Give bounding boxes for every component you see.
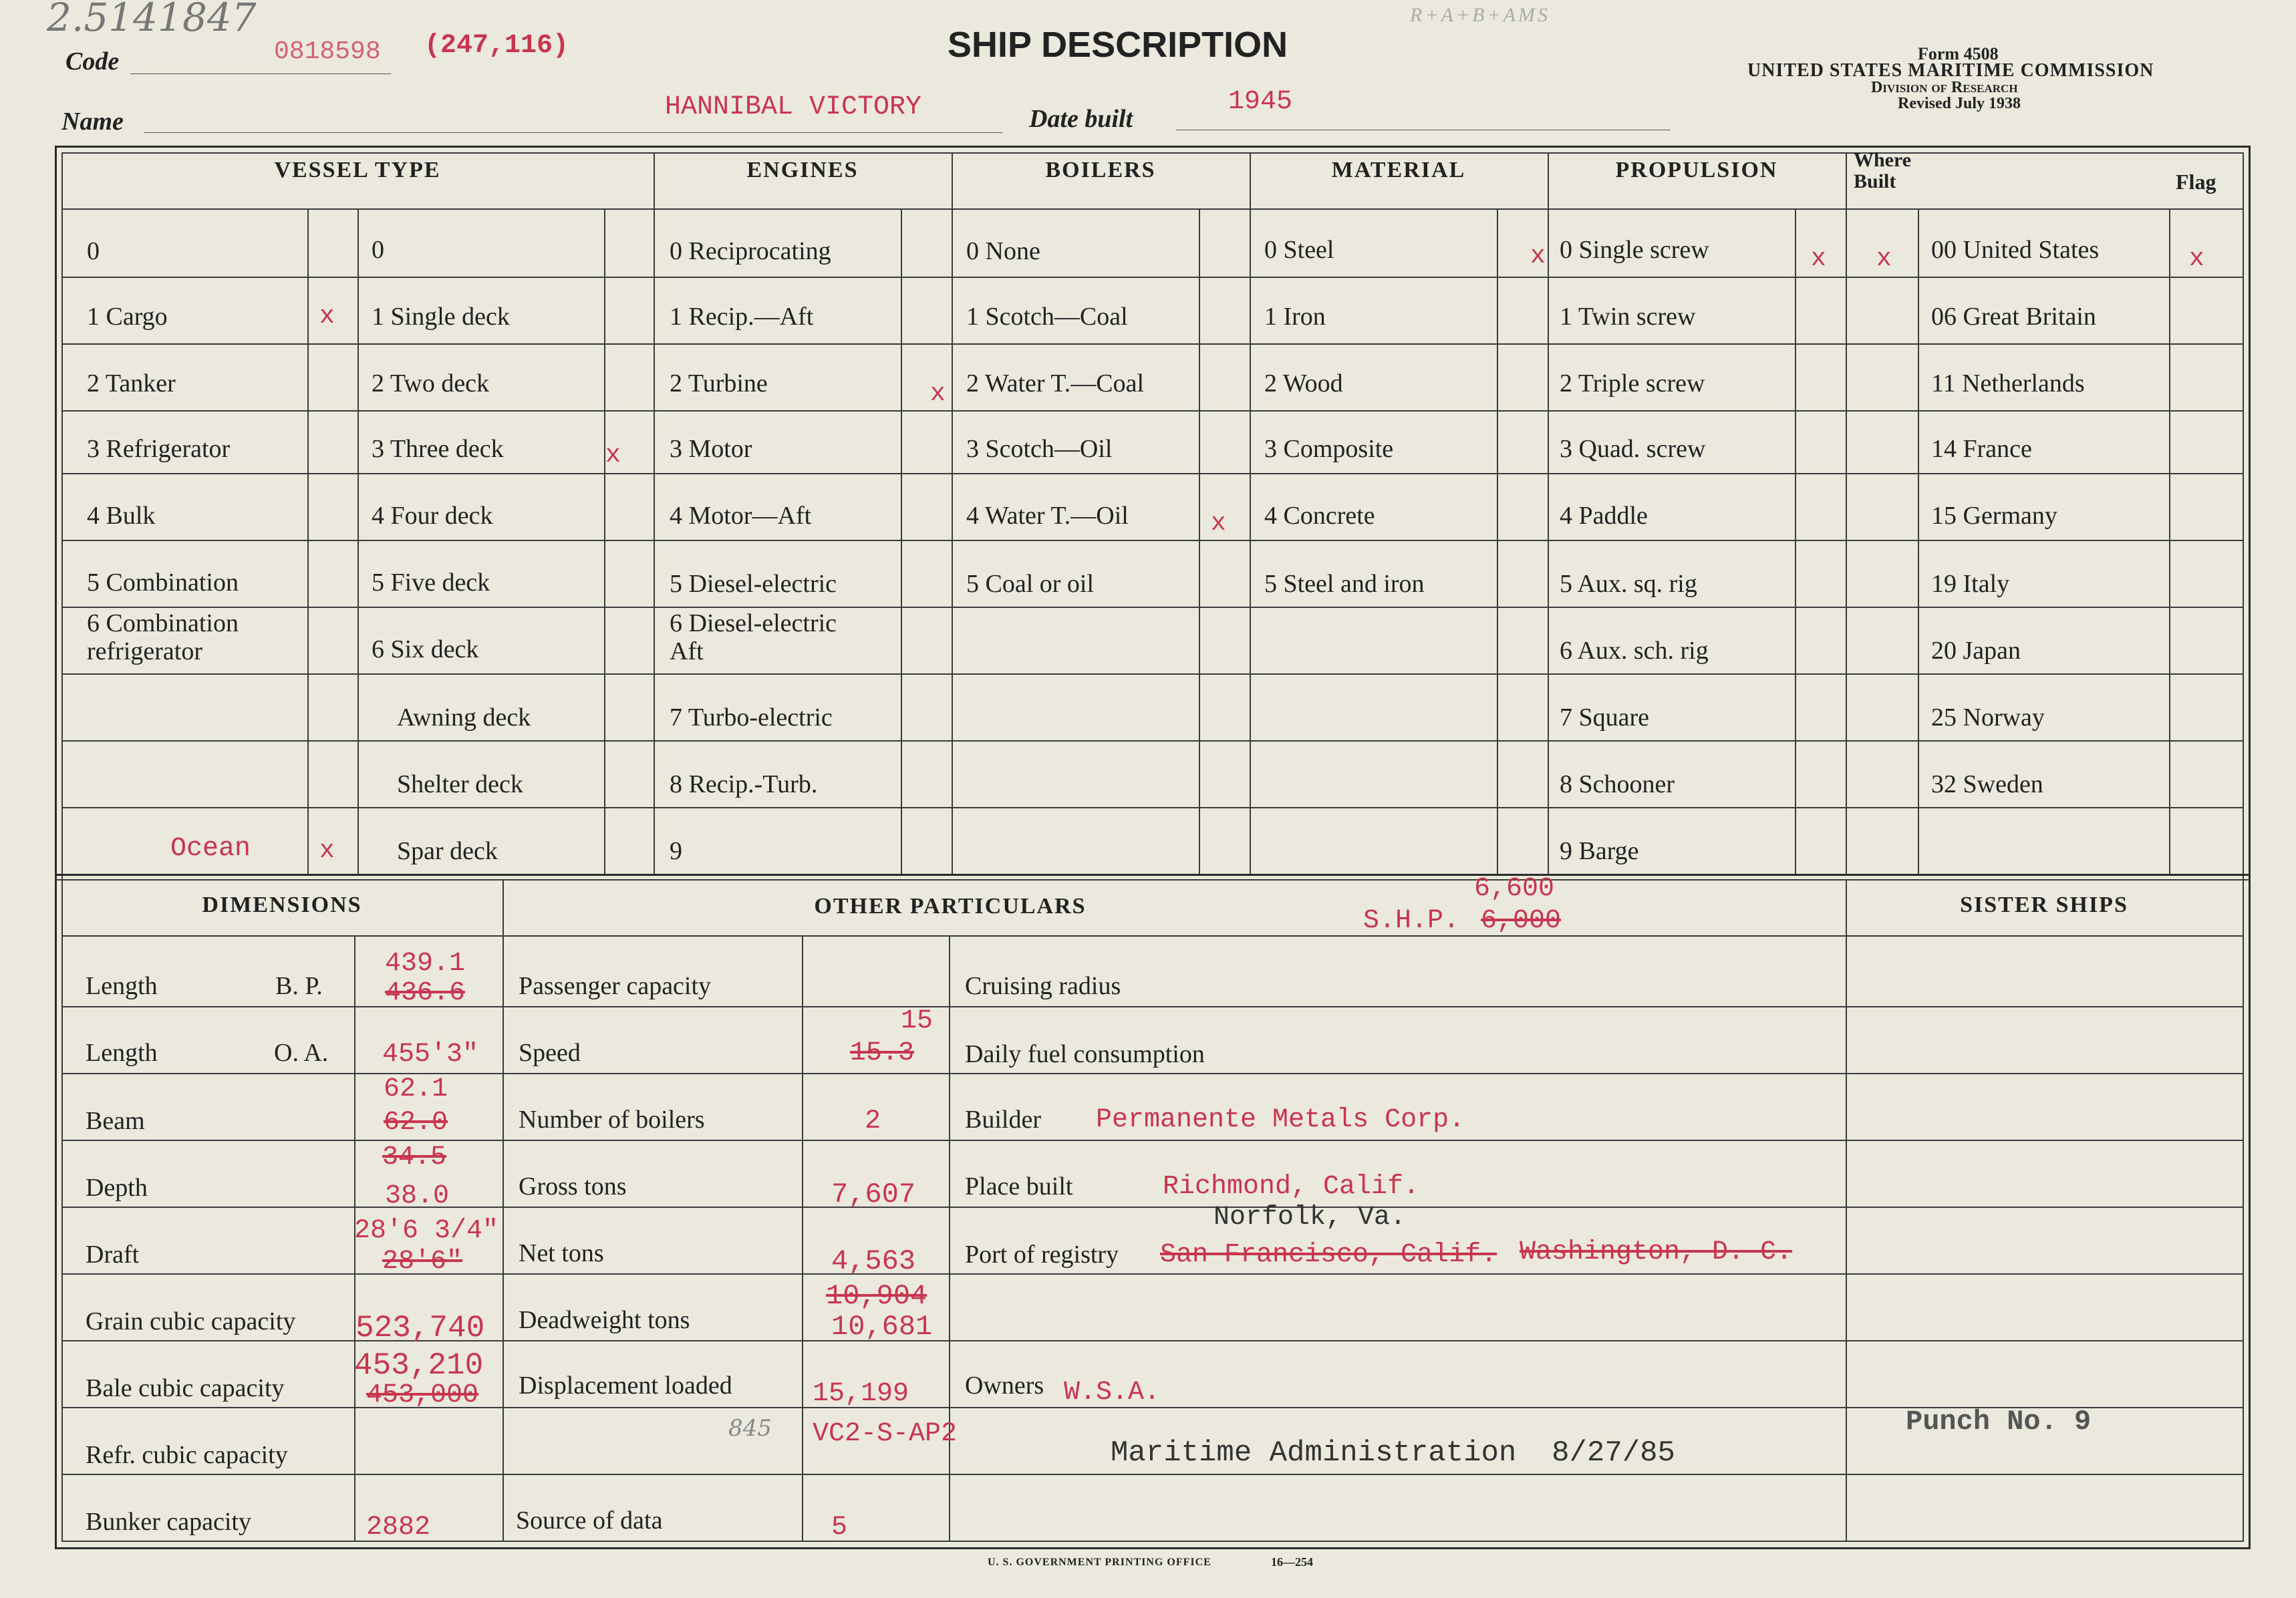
engine-6: 6 Diesel-electric Aft	[670, 609, 837, 665]
form-number: Form 4508	[1918, 44, 1999, 63]
flag-6: 20 Japan	[1931, 637, 2021, 665]
name-label: Name	[61, 108, 124, 136]
part-value-6: 15,199	[813, 1379, 909, 1409]
mark-where-built: x	[1876, 245, 1892, 273]
vessel-type-a-5: 5 Combination	[87, 569, 239, 597]
part-label-5: Deadweight tons	[519, 1306, 690, 1334]
boiler-4: 4 Water T.—Oil	[966, 502, 1129, 530]
mark-turbine: x	[930, 379, 946, 408]
agency-name: UNITED STATES MARITIME COMMISSION	[1747, 60, 2154, 81]
dim-old-6: 453,000	[366, 1380, 479, 1410]
part-old-5: 10,904	[826, 1280, 927, 1312]
pencil-845: 845	[728, 1415, 772, 1442]
part-value-2: 2	[865, 1106, 881, 1136]
engine-9: 9	[670, 837, 682, 865]
code-label: Code	[65, 47, 120, 75]
division-name: Division of Research	[1871, 79, 2018, 96]
part-label-8: Source of data	[516, 1506, 663, 1535]
flag-4: 15 Germany	[1931, 502, 2057, 530]
material-4: 4 Concrete	[1264, 502, 1375, 530]
dim-value-8: 2882	[366, 1512, 431, 1543]
propulsion-7: 7 Square	[1560, 703, 1650, 732]
flag-0: 00 United States	[1931, 236, 2100, 264]
mark-ocean: x	[319, 836, 335, 865]
mark-steel: x	[1530, 242, 1546, 271]
part-label-4: Net tons	[519, 1239, 604, 1267]
flag-8: 32 Sweden	[1931, 770, 2043, 798]
dim-value-4: 28'6 3/4"	[354, 1216, 499, 1246]
flag-5: 19 Italy	[1931, 570, 2010, 598]
dim-old-3: 34.5	[382, 1142, 447, 1172]
maritime-admin-stamp: Maritime Administration 8/27/85	[1111, 1436, 1675, 1470]
mark-cargo: x	[319, 302, 335, 331]
part-old-1: 15.3	[850, 1038, 915, 1068]
boiler-0: 0 None	[966, 237, 1040, 265]
part-value-1: 15	[901, 1006, 934, 1036]
vessel-type-b-2: 2 Two deck	[372, 369, 490, 397]
header-other-particulars: OTHER PARTICULARS	[814, 894, 1087, 919]
mark-single-screw: x	[1811, 245, 1826, 273]
propulsion-6: 6 Aux. sch. rig	[1560, 637, 1709, 665]
ship-name: HANNIBAL VICTORY	[665, 92, 922, 122]
header-engines: ENGINES	[746, 158, 859, 182]
flag-2: 11 Netherlands	[1931, 369, 2085, 397]
dim-value-5: 523,740	[355, 1311, 485, 1345]
pencil-note: R+A+B+AMS	[1410, 4, 1551, 26]
vessel-type-a-2: 2 Tanker	[87, 369, 176, 397]
owners-value: W.S.A.	[1064, 1378, 1161, 1408]
part-value-7: VC2-S-AP2	[813, 1419, 958, 1449]
propulsion-9: 9 Barge	[1560, 837, 1639, 865]
header-propulsion: PROPULSION	[1615, 158, 1778, 182]
revised-date: Revised July 1938	[1898, 95, 2021, 112]
part-label-6: Displacement loaded	[519, 1372, 732, 1400]
vessel-type-b-8: Shelter deck	[397, 770, 523, 798]
vessel-type-b-4: 4 Four deck	[372, 502, 493, 530]
vessel-type-a-0: 0	[87, 237, 100, 265]
shp-old: 6,000	[1481, 906, 1562, 936]
header-material: MATERIAL	[1331, 158, 1466, 182]
handwritten-number: 2.5141847	[47, 0, 257, 40]
dim-label-4: Draft	[86, 1241, 140, 1269]
part-value-3: 7,607	[831, 1178, 916, 1211]
dim-label-0: Length	[86, 972, 158, 1000]
header-sister-ships: SISTER SHIPS	[1960, 893, 2128, 917]
flag-3: 14 France	[1931, 435, 2032, 463]
vessel-type-b-1: 1 Single deck	[372, 303, 510, 331]
printer-code: 16—254	[1271, 1555, 1313, 1569]
header-boilers: BOILERS	[1045, 158, 1156, 182]
engine-7: 7 Turbo-electric	[670, 703, 833, 732]
dim-value-3: 38.0	[385, 1181, 450, 1211]
vessel-type-a-4: 4 Bulk	[87, 502, 156, 530]
vessel-type-a-3: 3 Refrigerator	[87, 435, 231, 463]
dim-label-1: Length	[86, 1039, 158, 1067]
engine-5: 5 Diesel-electric	[670, 570, 837, 598]
port-registry-label: Port of registry	[965, 1241, 1119, 1269]
vessel-type-b-0: 0	[372, 236, 384, 264]
printer-credit: U. S. GOVERNMENT PRINTING OFFICE	[988, 1557, 1211, 1568]
vessel-type-b-6: 6 Six deck	[372, 635, 479, 663]
boiler-1: 1 Scotch—Coal	[966, 303, 1128, 331]
header-vessel-type: VESSEL TYPE	[274, 158, 441, 182]
header-flag: Flag	[2176, 170, 2216, 194]
material-0: 0 Steel	[1264, 236, 1334, 264]
cruising-radius-label: Cruising radius	[965, 972, 1121, 1000]
part-value-5: 10,681	[831, 1311, 933, 1343]
mark-flag-us: x	[2189, 245, 2204, 273]
engine-0: 0 Reciprocating	[670, 237, 831, 265]
mark-water-t-oil: x	[1211, 509, 1226, 538]
boiler-3: 3 Scotch—Oil	[966, 435, 1113, 463]
engine-2: 2 Turbine	[670, 369, 768, 397]
port-registry-old2: Washington, D. C.	[1520, 1237, 1793, 1267]
part-label-1: Speed	[519, 1039, 581, 1067]
flag-1: 06 Great Britain	[1931, 303, 2096, 331]
shp-value: 6,600	[1474, 874, 1555, 904]
vessel-type-b-9: Spar deck	[397, 837, 498, 865]
dim-value-6: 453,210	[354, 1348, 484, 1383]
propulsion-5: 5 Aux. sq. rig	[1560, 570, 1697, 598]
page-title: SHIP DESCRIPTION	[948, 25, 1288, 65]
engine-4: 4 Motor—Aft	[670, 502, 812, 530]
builder-label: Builder	[965, 1106, 1041, 1134]
punch-number: Punch No. 9	[1906, 1406, 2092, 1438]
header-where-built: Where Built	[1854, 149, 1912, 192]
dim-old-4: 28'6"	[382, 1247, 463, 1277]
dim-old-0: 436.6	[385, 978, 466, 1008]
date-built-label: Date built	[1029, 105, 1133, 133]
fuel-consumption-label: Daily fuel consumption	[965, 1040, 1205, 1068]
flag-7: 25 Norway	[1931, 703, 2045, 732]
propulsion-0: 0 Single screw	[1560, 236, 1709, 264]
dim-value-0: 439.1	[385, 949, 466, 979]
engine-1: 1 Recip.—Aft	[670, 303, 814, 331]
boiler-2: 2 Water T.—Coal	[966, 369, 1145, 397]
dim-label-6: Bale cubic capacity	[86, 1374, 285, 1402]
mark-three-deck: x	[605, 441, 621, 470]
part-label-2: Number of boilers	[519, 1106, 705, 1134]
owners-label: Owners	[965, 1372, 1044, 1400]
dim-label-5: Grain cubic capacity	[86, 1307, 296, 1335]
vessel-type-a-6: 6 Combination refrigerator	[87, 609, 239, 665]
vessel-type-b-7: Awning deck	[397, 703, 531, 732]
dim-value-2: 62.1	[384, 1074, 448, 1104]
propulsion-3: 3 Quad. screw	[1560, 435, 1706, 463]
material-2: 2 Wood	[1264, 369, 1343, 397]
dim-value-1: 455'3"	[382, 1040, 479, 1070]
propulsion-1: 1 Twin screw	[1560, 303, 1696, 331]
propulsion-4: 4 Paddle	[1560, 502, 1648, 530]
dim-label-3: Depth	[86, 1174, 148, 1202]
builder-value: Permanente Metals Corp.	[1096, 1105, 1465, 1135]
propulsion-8: 8 Schooner	[1560, 770, 1675, 798]
date-built-value: 1945	[1228, 87, 1293, 117]
part-value-8: 5	[831, 1512, 848, 1543]
place-built-value: Richmond, Calif.	[1163, 1172, 1420, 1202]
code-value: 0818598	[274, 37, 381, 66]
dim-label-2: Beam	[86, 1107, 145, 1135]
code-coords: (247,116)	[424, 31, 569, 61]
part-value-4: 4,563	[831, 1245, 916, 1277]
vessel-type-b-5: 5 Five deck	[372, 569, 490, 597]
vessel-type-a-1: 1 Cargo	[87, 303, 168, 331]
material-5: 5 Steel and iron	[1264, 570, 1425, 598]
dim-label-8: Bunker capacity	[86, 1508, 251, 1536]
place-built-label: Place built	[965, 1172, 1073, 1201]
material-3: 3 Composite	[1264, 435, 1394, 463]
material-1: 1 Iron	[1264, 303, 1326, 331]
dim-sub-1: O. A.	[274, 1039, 329, 1067]
dim-sub-0: B. P.	[275, 972, 323, 1000]
engine-8: 8 Recip.-Turb.	[670, 770, 818, 798]
part-label-0: Passenger capacity	[519, 972, 712, 1000]
boiler-5: 5 Coal or oil	[966, 570, 1095, 598]
shp-label: S.H.P.	[1363, 906, 1460, 936]
part-label-3: Gross tons	[519, 1172, 627, 1201]
header-dimensions: DIMENSIONS	[202, 893, 362, 917]
vessel-type-b-3: 3 Three deck	[372, 435, 504, 463]
engine-3: 3 Motor	[670, 435, 752, 463]
dim-label-7: Refr. cubic capacity	[86, 1441, 288, 1469]
port-registry-new: Norfolk, Va.	[1213, 1203, 1407, 1233]
vessel-type-ocean: Ocean	[170, 834, 251, 864]
port-registry-old1: San Francisco, Calif.	[1160, 1240, 1497, 1270]
dim-old-2: 62.0	[384, 1108, 448, 1138]
propulsion-2: 2 Triple screw	[1560, 369, 1705, 397]
